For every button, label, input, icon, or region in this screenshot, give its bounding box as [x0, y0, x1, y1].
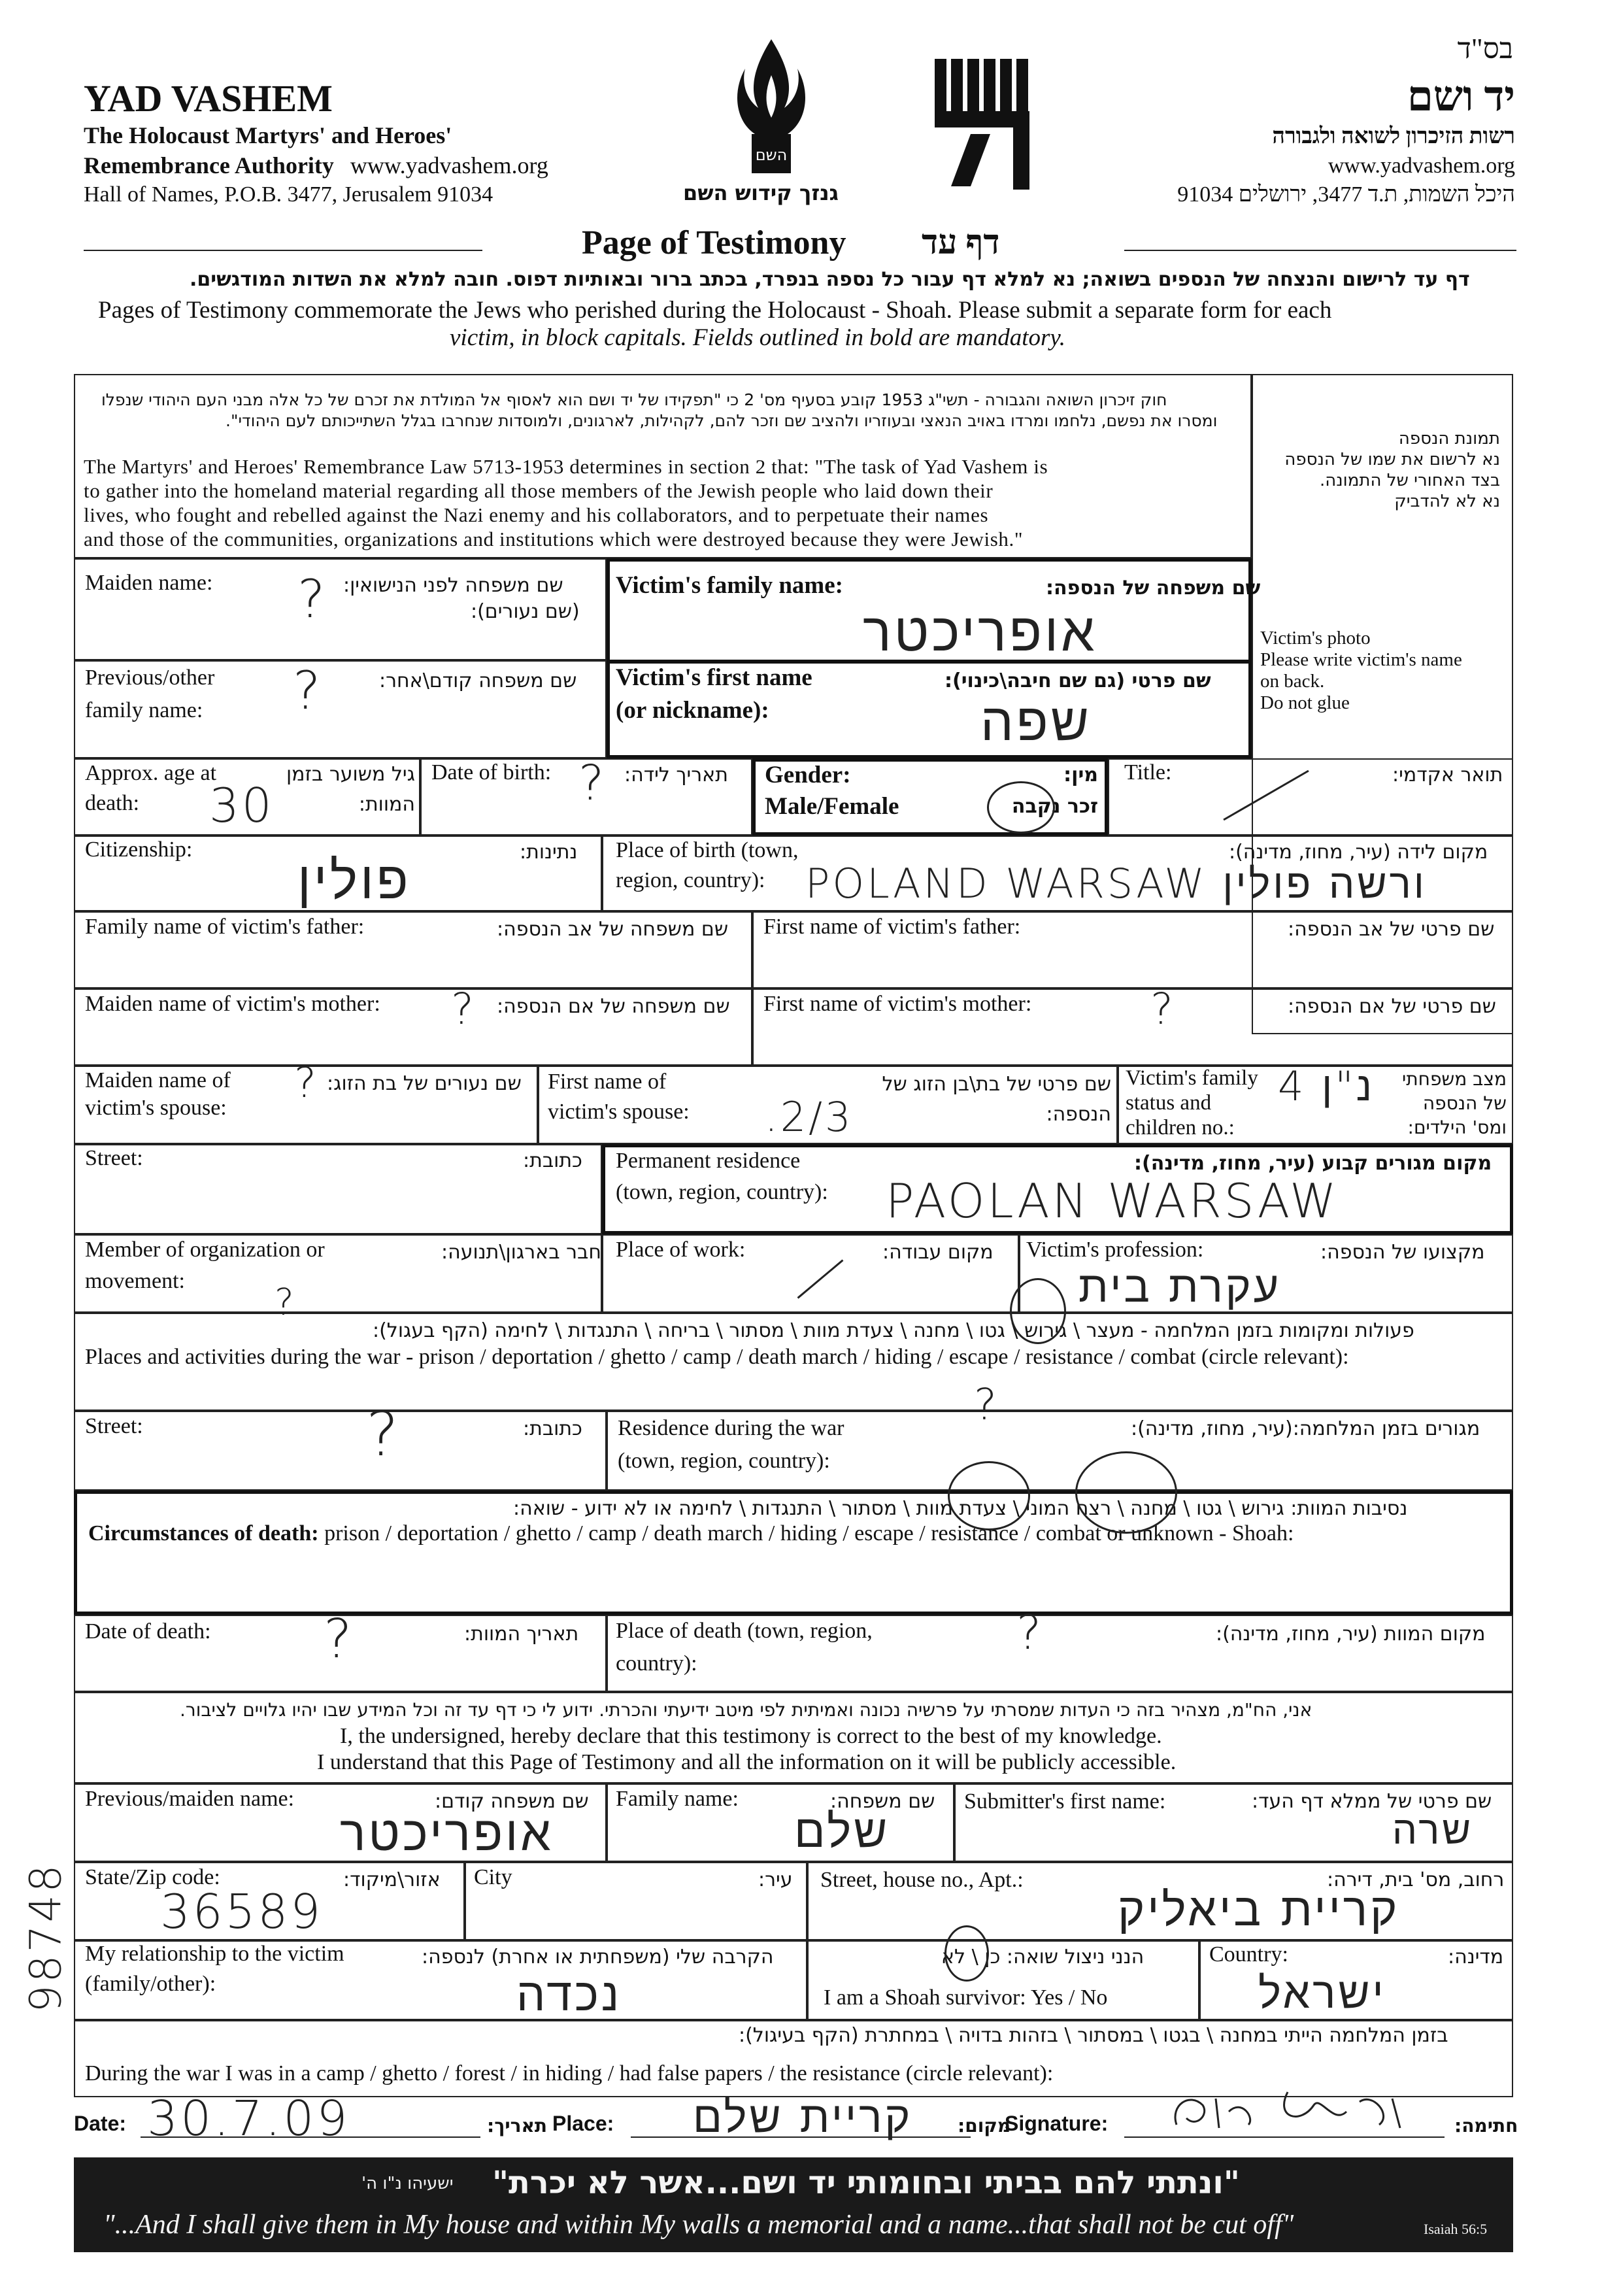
- org-he-subtitle: רשות הזיכרון לשואה ולגבורה: [1272, 124, 1515, 148]
- family-status-label-he: מצב משפחתי של הנספה ומס' הילדים:: [1401, 1068, 1507, 1138]
- war-residence-value: ?: [974, 1379, 1000, 1430]
- organization-value: ?: [275, 1281, 297, 1324]
- page-title-he: דף עד: [922, 224, 1000, 262]
- mother-maiden-label: Maiden name of victim's mother:: [85, 992, 380, 1016]
- footer-quote-en: "...And I shall give them in My house and within My walls a memorial and a name...that shall not be cut off": [103, 2210, 1294, 2240]
- age-label: Approx. age at death:: [85, 761, 217, 815]
- side-number: 98748: [20, 1862, 71, 2013]
- law-he-2: ומסרו את נפשם, נלחמו ומרדו באויב הנאצי ובעוזריו ולהציב שם וזכר להם, לקהילות, לארגונים, ולמוסדות שנחרבו בגלל השתייכותם לעם היהודי".: [226, 411, 1218, 430]
- date-label: Date:: [74, 2112, 127, 2135]
- title-label: Title:: [1124, 760, 1172, 785]
- spouse-first-label: First name of victim's spouse:: [548, 1070, 690, 1124]
- signature-label: Signature:: [1005, 2112, 1109, 2135]
- declaration-en-1: I, the undersigned, hereby declare that this testimony is correct to the best of my knowledge.: [340, 1724, 1162, 1748]
- city-label: City: [474, 1865, 512, 1889]
- war-residence-label-he: מגורים בזמן המלחמה:(עיר, מחוז, מדינה):: [1131, 1417, 1480, 1440]
- maiden-name-value: ?: [297, 569, 328, 630]
- footer-quote-en-ref: Isaiah 56:5: [1424, 2221, 1488, 2237]
- street-label-he: כתובת:: [523, 1149, 582, 1172]
- death-place-label: Place of death (town, region, country):: [616, 1619, 873, 1676]
- submitter-street-label: Street, house no., Apt.:: [820, 1868, 1024, 1892]
- law-en-3: lives, who fought and rebelled against the Nazi enemy and his collaborators, and to perpetuate their names: [84, 503, 989, 526]
- photo-instructions-he: תמונת הנספה נא לרשום את שמו של הנספה בצד האחורי של התמונה. נא לא להדביק: [1284, 429, 1500, 511]
- submitter-first-name-label-he: שם פרטי של ממלא דף העד:: [1252, 1790, 1492, 1813]
- law-en-4: and those of the communities, organizations and institutions which were destroyed because they were Jewish.": [84, 528, 1024, 550]
- war-street-label: Street:: [85, 1414, 143, 1438]
- place-value: קריית שלם: [693, 2092, 913, 2142]
- father-first-label: First name of victim's father:: [763, 915, 1021, 939]
- submitter-war-label: During the war I was in a camp / ghetto / forest / in hiding / had false papers / the resistance (circle relevant):: [85, 2061, 1054, 2085]
- logo-caption: גנזך קידוש השם: [683, 180, 839, 205]
- relationship-value: נכדה: [516, 1968, 622, 2021]
- dob-label-he: תאריך לידה:: [624, 764, 728, 786]
- city-label-he: עיר:: [758, 1868, 793, 1891]
- family-name-label: Victim's family name:: [616, 572, 843, 599]
- citizenship-value: פולין: [297, 850, 411, 911]
- org-en-subtitle-2: Remembrance Authority: [84, 152, 334, 178]
- page-title: Page of Testimony: [582, 224, 846, 262]
- profession-label-he: מקצועו של הנספה:: [1320, 1241, 1485, 1264]
- family-name-value: אופריכטר: [863, 601, 1097, 664]
- residence-label: Permanent residence (town, region, country):: [616, 1149, 828, 1204]
- address-he: היכל השמות, ת.ד 3477, ירושלים 91034: [1177, 182, 1515, 207]
- submitter-street-label-he: רחוב, מס' בית, דירה:: [1327, 1868, 1505, 1891]
- family-status-label: Victim's family status and children no.:: [1126, 1066, 1258, 1140]
- first-name-value: שפה: [980, 692, 1092, 752]
- footer-quote-he-ref: ישעיהו נ"ו ה': [361, 2174, 454, 2193]
- street-label: Street:: [85, 1146, 143, 1170]
- relationship-label-he: הקרבה שלי (משפחתית או אחרת) לנספה:: [422, 1946, 774, 1968]
- submitter-war-label-he: בזמן המלחמה הייתי במחנה \ בגטו \ במסתור \ בזהות בדויה \ במחתרת (הקף בעיגול):: [739, 2024, 1448, 2047]
- spouse-first-value: .2/3: [765, 1093, 854, 1141]
- intro-en-1: Pages of Testimony commemorate the Jews who perished during the Holocaust - Shoah. Please submit a separate form for each: [98, 297, 1332, 324]
- war-places-label: Places and activities during the war - prison / deportation / ghetto / camp / death march / hiding / escape / resistance / combat (circle relevant):: [85, 1345, 1349, 1369]
- org-he-title: יד ושם: [1407, 73, 1515, 120]
- address-en: Hall of Names, P.O.B. 3477, Jerusalem 91034: [84, 182, 493, 207]
- gender-label: Gender: Male/Female: [765, 762, 899, 820]
- org-en-title: YAD VASHEM: [84, 77, 333, 120]
- submitter-prev-name-value: אופריכטר: [340, 1806, 554, 1862]
- death-place-value: ?: [1016, 1605, 1044, 1660]
- footer-banner: [74, 2157, 1513, 2252]
- father-family-label-he: שם משפחה של אב הנספה:: [497, 918, 729, 941]
- survivor-no-circle[interactable]: [944, 1925, 989, 1982]
- citizenship-label-he: נתינות:: [520, 841, 578, 864]
- death-date-label: Date of death:: [85, 1619, 211, 1644]
- death-circumstances-circle-1[interactable]: [948, 1461, 1030, 1530]
- signature-label-he: חתימה:: [1454, 2115, 1518, 2136]
- organization-label-he: חבר בארגון\תנועה:: [441, 1241, 601, 1264]
- org-en-subtitle: The Holocaust Martyrs' and Heroes': [84, 122, 452, 148]
- website-en: www.yadvashem.org: [350, 152, 548, 178]
- work-place-label-he: מקום עבודה:: [882, 1241, 994, 1264]
- zip-label: State/Zip code:: [85, 1865, 220, 1889]
- svg-text:השם: השם: [755, 146, 788, 164]
- mother-first-label-he: שם פרטי של אם הנספה:: [1288, 995, 1496, 1018]
- father-first-label-he: שם פרטי של אב הנספה:: [1288, 918, 1495, 941]
- zip-value: 36589: [160, 1884, 324, 1939]
- previous-name-label-he: שם משפחה קודם\אחר:: [379, 669, 577, 692]
- first-name-label-he: שם פרטי (גם שם חיבה\כינוי):: [944, 669, 1211, 692]
- declaration-he: אני, הח"מ, מצהיר בזה כי העדות שמסרתי על פרשיה נכונה ואמיתית לפי מיטב ידיעתי והכרתי. ידוע לי כי דף עד זה וכל המידע שבו יהיו גלויים לציבור.: [180, 1699, 1312, 1721]
- photo-instructions-en: Victim's photo Please write victim's name on back. Do not glue: [1260, 628, 1462, 713]
- intro-en-2: victim, in block capitals. Fields outlined in bold are mandatory.: [450, 324, 1066, 351]
- country-label-he: מדינה:: [1448, 1946, 1504, 1968]
- war-street-label-he: כתובת:: [523, 1417, 582, 1440]
- war-street-value: ?: [366, 1399, 401, 1470]
- residence-label-he: מקום מגורים קבוע (עיר, מחוז, מדינה):: [1134, 1152, 1492, 1175]
- death-date-value: ?: [324, 1608, 355, 1670]
- title-line-right: [1124, 250, 1516, 251]
- submitter-prev-name-label-he: שם משפחה קודם:: [435, 1790, 589, 1813]
- age-label-he: גיל משוער בזמן המוות:: [286, 763, 415, 816]
- law-en-1: The Martyrs' and Heroes' Remembrance Law 5713-1953 determines in section 2 that: "The task of Yad Vashem is: [84, 455, 1048, 478]
- profession-label: Victim's profession:: [1026, 1238, 1204, 1262]
- birth-place-value: POLAND WARSAW ורשה פולין: [805, 860, 1427, 907]
- mother-maiden-value: ?: [451, 984, 477, 1034]
- age-value: 30: [209, 778, 275, 833]
- family-status-value: נ"ן 4: [1278, 1062, 1375, 1110]
- death-circumstances-label: Circumstances of death: prison / deportation / ghetto / camp / death march / hiding / escape / resistance / combat or unknown - Shoah:: [88, 1521, 1294, 1545]
- dob-value: ?: [578, 755, 607, 811]
- citizenship-label: Citizenship:: [85, 837, 193, 862]
- footer-quote-he: "ונתתי להם בביתי ובחומותי יד ושם...אשר לא יכרת": [492, 2165, 1240, 2201]
- spouse-maiden-label-he: שם נעורים של בת הזוג:: [327, 1072, 522, 1095]
- submitter-family-name-label-he: שם משפחה:: [830, 1790, 935, 1813]
- war-places-ghetto-circle[interactable]: [1010, 1278, 1066, 1344]
- maiden-name-label: Maiden name:: [85, 571, 213, 595]
- profession-value: עקרת בית: [1078, 1262, 1282, 1312]
- family-name-label-he: שם משפחה של הנספה:: [1046, 577, 1261, 599]
- death-date-label-he: תאריך המוות:: [464, 1623, 579, 1646]
- spouse-maiden-label: Maiden name of victim's spouse:: [85, 1068, 231, 1120]
- birth-place-label: Place of birth (town, region, country):: [616, 838, 799, 892]
- maiden-name-label-he: שם משפחה לפני הנישואין:: [343, 574, 563, 597]
- title-line-left: [84, 250, 482, 251]
- death-circumstances-circle-2[interactable]: [1075, 1451, 1177, 1534]
- war-residence-label: Residence during the war (town, region, country):: [618, 1416, 844, 1473]
- intro-he: דף עד לרישום והנצחה של הנספים בשואה; נא למלא דף עבור כל נספה בנפרד, בכתב ברור ובאותיות דפוס. חובה למלא את השדות המודגשים.: [190, 268, 1470, 291]
- birth-place-label-he: מקום לידה (עיר, מחוז, מדינה):: [1229, 841, 1488, 864]
- law-he-1: חוק זיכרון השואה והגבורה - תשי"ג 1953 קובע בסעיף מס' 2 כי "תפקידו של יד ושם הוא לאסוף אל המולדת את זכרם של כל אלה מבני העם היהודי שנפלו: [101, 390, 1167, 409]
- submitter-family-name-value: שלם: [794, 1804, 890, 1858]
- submitter-first-name-value: שרה: [1392, 1808, 1474, 1853]
- law-en: [84, 454, 1241, 551]
- place-label-he: מקום:: [958, 2115, 1011, 2136]
- submitter-first-name-label: Submitter's first name:: [964, 1789, 1166, 1814]
- zip-label-he: אזור\מיקוד:: [343, 1868, 441, 1891]
- gender-label-he: מין: זכר נקבה: [1011, 764, 1098, 818]
- previous-name-label: Previous/other family name:: [85, 666, 215, 722]
- submitter-prev-name-label: Previous/maiden name:: [85, 1787, 295, 1811]
- country-label: Country:: [1209, 1942, 1288, 1967]
- war-places-label-he: פעולות ומקומות בזמן המלחמה - מעצר \ גירוש \ גטו \ מחנה \ צעדת מוות \ מסתור \ בריחה \ התנגדות \ לחימה (הקף בעגול):: [373, 1319, 1414, 1342]
- mother-first-label: First name of victim's mother:: [763, 992, 1032, 1016]
- date-label-he: תאריך:: [487, 2115, 547, 2136]
- yad-vashem-menorah-logo: [931, 56, 1036, 193]
- country-value: ישראל: [1258, 1968, 1386, 2018]
- declaration-en-2: I understand that this Page of Testimony and all the information on it will be publicly accessible.: [317, 1750, 1177, 1774]
- relationship-label: My relationship to the victim (family/other):: [85, 1942, 344, 1996]
- spouse-maiden-value: ?: [294, 1059, 319, 1107]
- submitter-street-value: קריית ביאליק: [1118, 1883, 1400, 1936]
- org-he-block: [1177, 72, 1515, 209]
- submitter-family-name-label: Family name:: [616, 1787, 739, 1811]
- website-he: www.yadvashem.org: [1328, 154, 1515, 178]
- law-en-2: to gather into the homeland material regarding all those members of the Jewish people who laid down their: [84, 479, 994, 502]
- yad-vashem-flame-logo: [709, 36, 833, 180]
- city-field[interactable]: [465, 1862, 807, 1940]
- maiden-name-label-he-2: (שם נעורים):: [471, 600, 580, 623]
- survivor-label: I am a Shoah survivor: Yes / No: [824, 1985, 1108, 2010]
- organization-label: Member of organization or movement:: [85, 1238, 325, 1293]
- org-en-block: [84, 77, 548, 209]
- previous-name-value: ?: [293, 660, 324, 721]
- mother-first-value: ?: [1150, 984, 1177, 1034]
- death-circumstances-label-he: נסיבות המוות: גירוש \ גטו \ מחנה \ רצח המוני \ צעדת מוות \ מסתור \ התנגדות \ לחימה או לא ידוע - שואה:: [513, 1497, 1408, 1520]
- first-name-label: Victim's first name (or nickname):: [616, 664, 812, 724]
- work-place-label: Place of work:: [616, 1238, 746, 1262]
- spouse-first-label-he: שם פרטי של בת\בן הזוג של הנספה:: [882, 1073, 1111, 1126]
- residence-value: PAOLAN WARSAW: [886, 1173, 1339, 1228]
- date-value: 30.7.09: [147, 2091, 350, 2147]
- title-label-he: תואר אקדמי:: [1392, 764, 1503, 786]
- place-label: Place:: [552, 2112, 614, 2135]
- top-right-mark: בס"ד: [1457, 33, 1513, 65]
- signature-scribble[interactable]: [1157, 2079, 1418, 2138]
- father-family-label: Family name of victim's father:: [85, 915, 365, 939]
- mother-maiden-label-he: שם משפחה של אם הנספה:: [497, 995, 730, 1018]
- dob-label: Date of birth:: [431, 760, 552, 785]
- gender-female-circle[interactable]: [987, 781, 1055, 834]
- survivor-label-he: הנני ניצול שואה: כן \ לא: [941, 1946, 1145, 1968]
- death-place-label-he: מקום המוות (עיר, מחוז, מדינה):: [1216, 1623, 1486, 1646]
